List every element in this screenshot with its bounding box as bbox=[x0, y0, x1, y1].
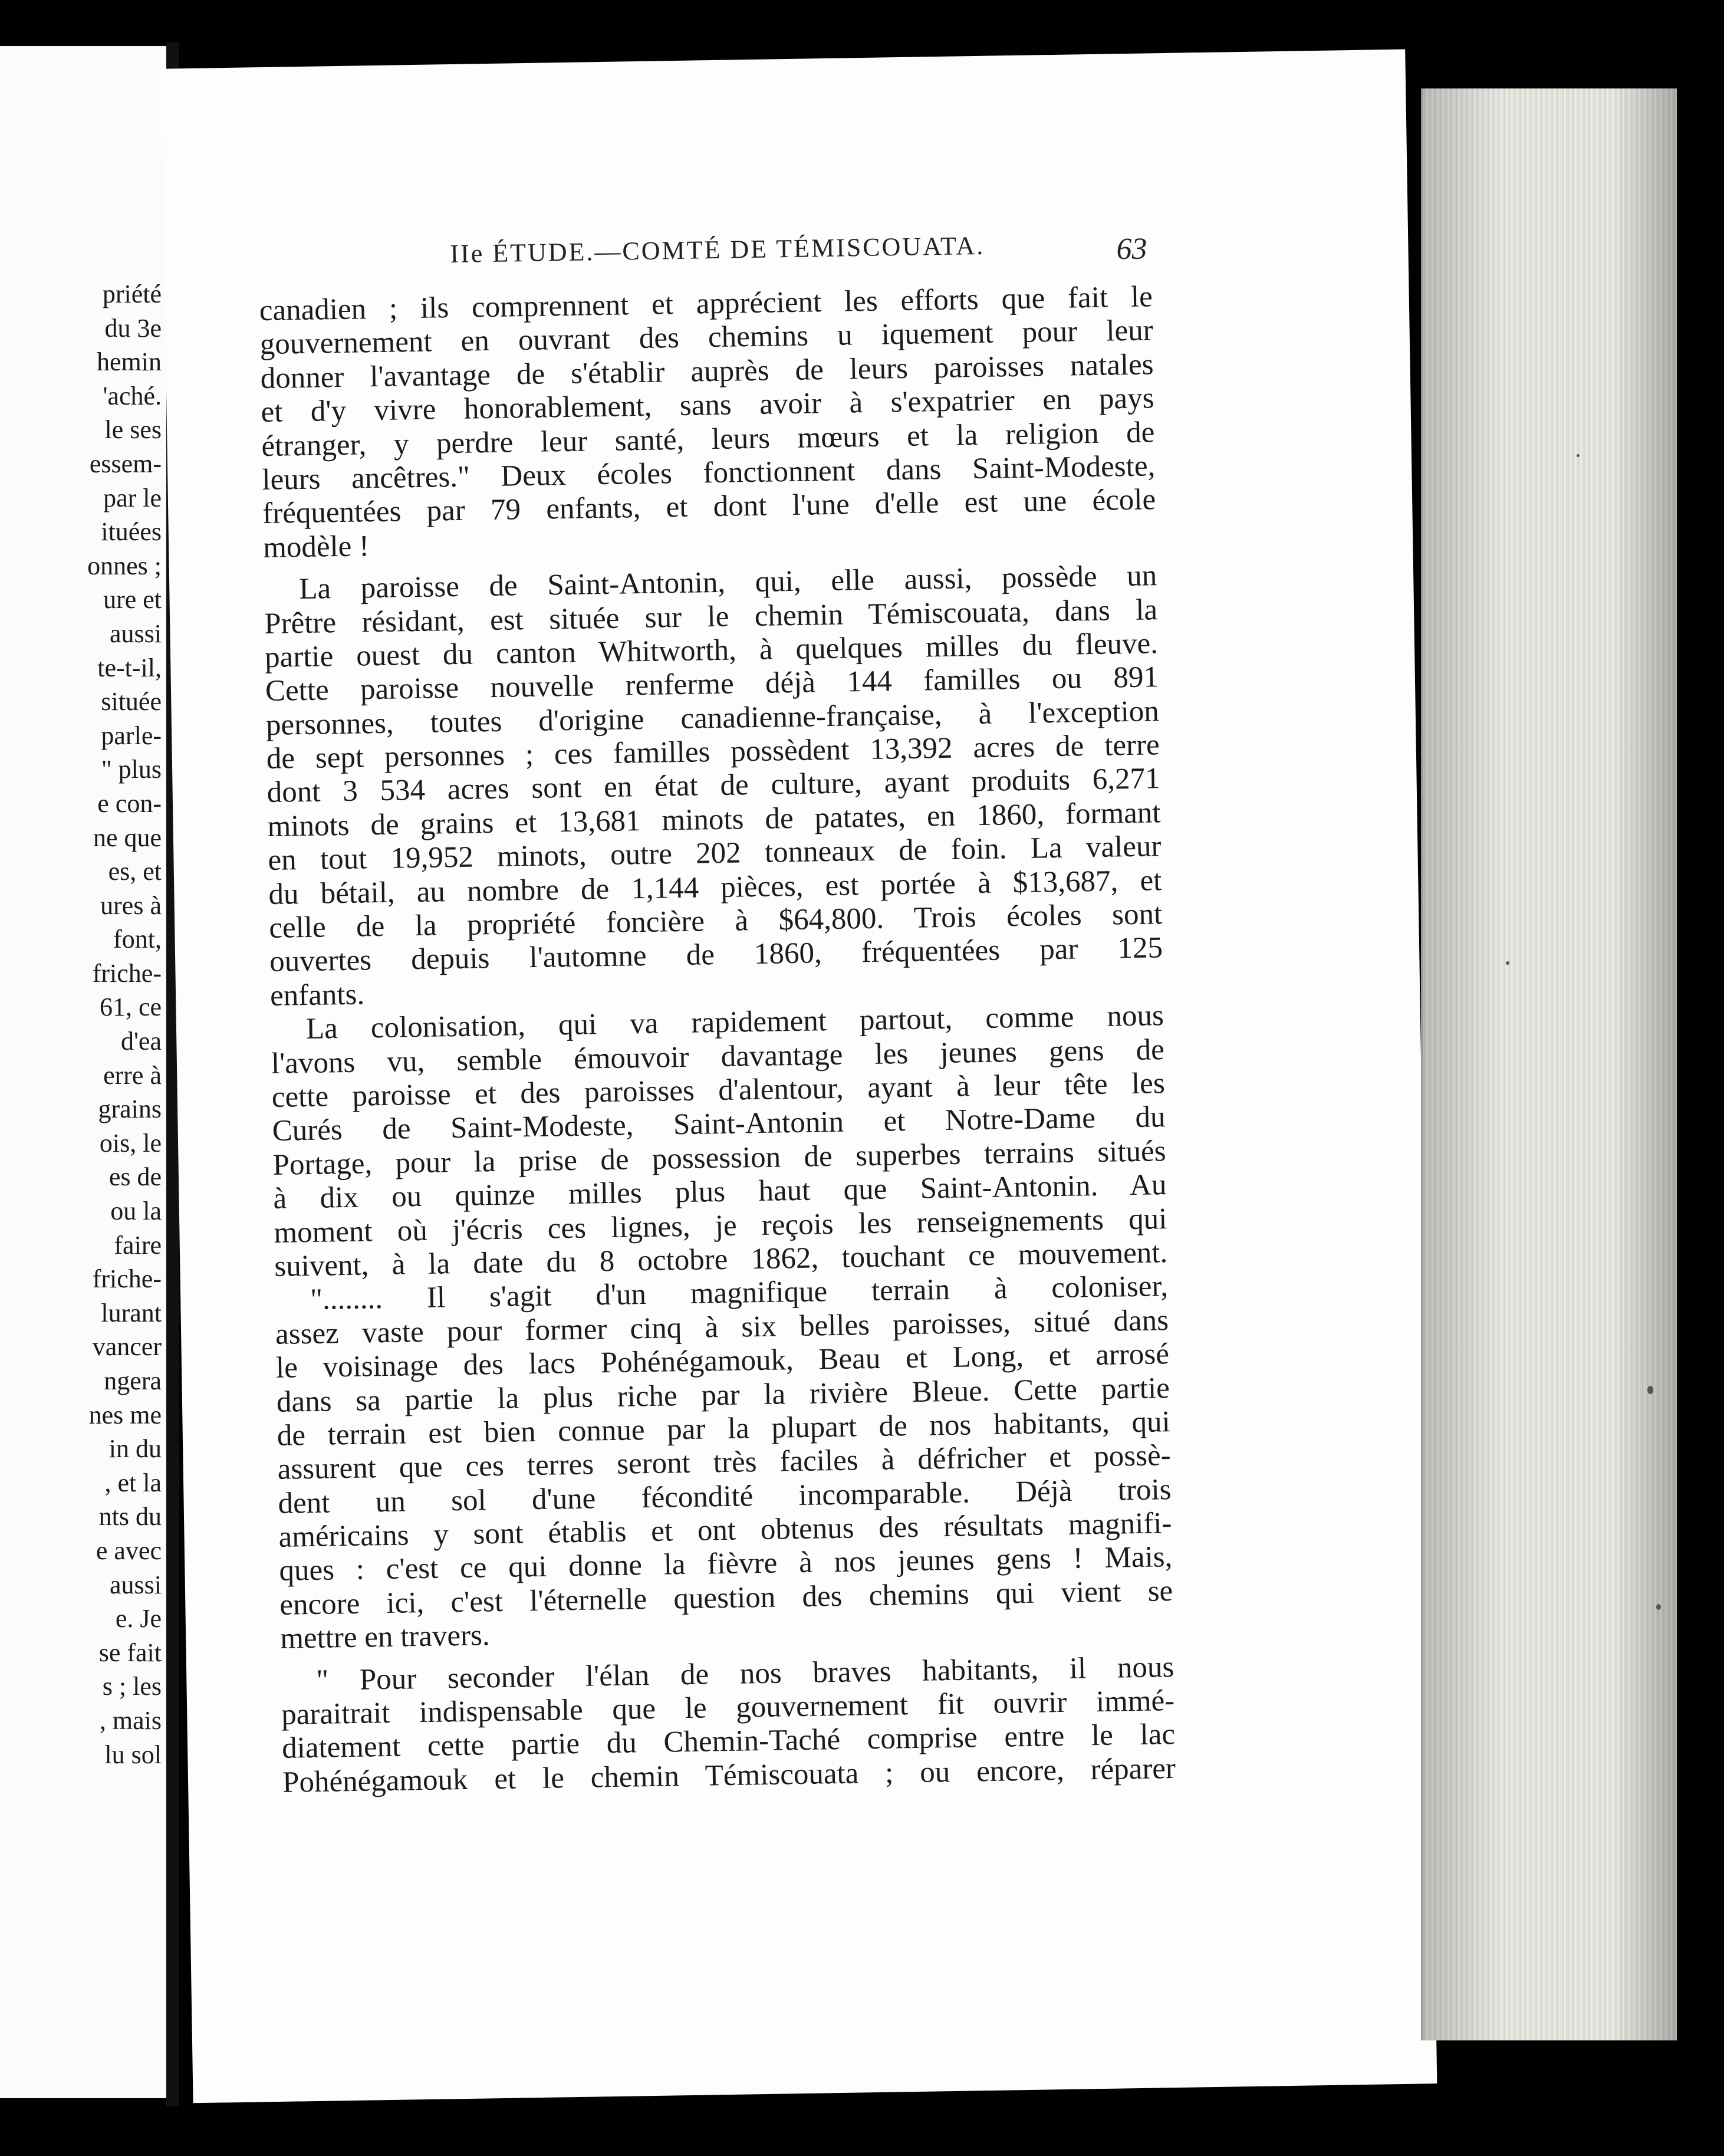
facing-page-line: ituées bbox=[101, 517, 162, 547]
facing-page-line: ois, le bbox=[99, 1128, 162, 1158]
body-text-line: Portage, pour la prise de possession de superbes terrains situés bbox=[272, 1134, 1166, 1182]
facing-page-line: hemin bbox=[97, 347, 162, 377]
facing-page-line: , mais bbox=[99, 1705, 162, 1735]
facing-page-line: le ses bbox=[104, 415, 162, 445]
facing-page-line: font, bbox=[113, 925, 162, 954]
page-edge-speck bbox=[1506, 961, 1509, 965]
facing-page-line: par le bbox=[103, 483, 162, 512]
facing-page-line: du 3e bbox=[104, 313, 162, 343]
body-text-line: en tout 19,952 minots, outre 202 tonneaux de foin. La valeur bbox=[268, 830, 1162, 877]
facing-page-line: ures à bbox=[100, 890, 162, 920]
body-text-line: dans sa partie la plus riche par la rivière Bleue. Cette partie bbox=[276, 1371, 1170, 1419]
body-text-line: moment où j'écris ces lignes, je reçois les renseignements qui bbox=[274, 1202, 1167, 1250]
body-text-line: l'avons vu, semble émouvoir davantage les jeunes gens de bbox=[271, 1033, 1165, 1080]
facing-page-line: te-t-il, bbox=[97, 653, 162, 682]
facing-page-line: ou la bbox=[110, 1197, 162, 1226]
facing-page-line: lu sol bbox=[104, 1740, 162, 1769]
body-text-line: mettre en travers. bbox=[279, 1619, 491, 1656]
body-text-line: La colonisation, qui va rapidement partout, comme nous bbox=[305, 999, 1164, 1046]
body-text-line: dont 3 534 acres sont en état de culture, ayant produits 6,271 bbox=[267, 762, 1160, 810]
facing-page-line: aussi bbox=[110, 1570, 162, 1599]
running-head: IIe ÉTUDE.—COMTÉ DE TÉMISCOUATA. bbox=[450, 231, 985, 269]
body-text-line: personnes, toutes d'origine canadienne-française, à l'exception bbox=[265, 694, 1160, 742]
facing-page-line: priété bbox=[102, 280, 162, 308]
body-text-line: et d'y vivre honorablement, sans avoir à s'expatrier en pays bbox=[261, 382, 1154, 429]
facing-page-line: nes me bbox=[88, 1400, 162, 1429]
body-text-line: dent un sol d'une fécondité incomparable. Déjà trois bbox=[278, 1473, 1172, 1520]
body-text-line: ouvertes depuis l'automne de 1860, fréquentées par 125 bbox=[269, 931, 1163, 979]
facing-page-line: s ; les bbox=[102, 1672, 162, 1701]
facing-page-text-fragments bbox=[2, 277, 162, 1772]
facing-page-line: ne que bbox=[93, 823, 162, 852]
body-text-line: à dix ou quinze milles plus haut que Saint-Antonin. Au bbox=[273, 1168, 1167, 1216]
body-text-line: gouvernement en ouvrant des chemins u iquement pour leur bbox=[259, 314, 1154, 361]
facing-page-line: , et la bbox=[104, 1468, 162, 1497]
page-number: 63 bbox=[1116, 232, 1147, 267]
body-text-line: de terrain est bien connue par la plupart de nos habitants, qui bbox=[277, 1405, 1171, 1452]
body-text-line: " Pour seconder l'élan de nos braves habitants, il nous bbox=[315, 1650, 1174, 1697]
page-edge-shading bbox=[1423, 88, 1677, 2040]
body-text-line: ques : c'est ce qui donne la fièvre à nos jeunes gens ! Mais, bbox=[279, 1540, 1173, 1588]
book-page bbox=[161, 50, 1437, 2104]
facing-page-line: es, et bbox=[108, 857, 162, 886]
facing-page-line: e. Je bbox=[115, 1604, 162, 1634]
facing-page-line: faire bbox=[114, 1230, 162, 1260]
page-edge-speck bbox=[1656, 1604, 1661, 1610]
body-text-line: Curés de Saint-Modeste, Saint-Antonin et Notre-Dame du bbox=[272, 1100, 1166, 1148]
facing-page-line: lurant bbox=[101, 1298, 162, 1327]
facing-page-line: parle- bbox=[101, 721, 162, 750]
body-text-line: étranger, y perdre leur santé, leurs mœurs et la religion de bbox=[261, 415, 1155, 463]
body-text-line: fréquentées par 79 enfants, et dont l'une d'elle est une école bbox=[262, 483, 1156, 531]
body-text-line: assez vaste pour former cinq à six belles paroisses, situé dans bbox=[275, 1303, 1169, 1351]
facing-page-line: e con- bbox=[97, 788, 162, 818]
facing-page-line: es de bbox=[108, 1162, 162, 1192]
facing-page-line: vancer bbox=[92, 1332, 162, 1362]
body-text-line: donner l'avantage de s'établir auprès de leurs paroisses natales bbox=[260, 348, 1154, 395]
body-text-line: le voisinage des lacs Pohénégamouk, Beau et Long, et arrosé bbox=[275, 1337, 1170, 1385]
facing-page-line: grains bbox=[98, 1095, 162, 1124]
body-text-line: paraitrait indispensable que le gouvernement fit ouvrir immé- bbox=[281, 1684, 1175, 1731]
facing-page-line: se fait bbox=[98, 1638, 162, 1667]
body-text-line: enfants. bbox=[269, 978, 365, 1013]
page-edge-speck bbox=[1647, 1386, 1653, 1394]
facing-page-line: ure et bbox=[103, 585, 162, 614]
body-text-line: assurent que ces terres seront très faciles à défricher et possè- bbox=[277, 1439, 1172, 1487]
body-text-line: suivent, à la date du 8 octobre 1862, touchant ce mouvement. bbox=[274, 1236, 1168, 1283]
facing-page-line: friche- bbox=[92, 958, 162, 988]
facing-page-line: erre à bbox=[103, 1060, 162, 1090]
facing-page-line: aussi bbox=[110, 619, 162, 648]
facing-page-line: d'ea bbox=[121, 1027, 162, 1056]
body-text-line: La paroisse de Saint-Antonin, qui, elle aussi, possède un bbox=[298, 559, 1157, 606]
body-text-line: diatement cette partie du Chemin-Taché comprise entre le lac bbox=[281, 1718, 1176, 1766]
facing-page-line: e avec bbox=[96, 1536, 162, 1565]
page-body-text bbox=[259, 280, 1176, 1800]
body-text-line: Prêtre résidant, est située sur le chemin Témiscouata, dans la bbox=[264, 593, 1158, 640]
body-text-line: du bétail, au nombre de 1,144 pièces, est portée à $13,687, et bbox=[268, 863, 1162, 911]
page-edge-speck bbox=[1577, 454, 1580, 457]
facing-page-line: " plus bbox=[101, 755, 162, 784]
facing-page-line: in du bbox=[108, 1434, 162, 1464]
body-text-line: minots de grains et 13,681 minots de patates, en 1860, formant bbox=[267, 796, 1161, 843]
body-text-line: canadien ; ils comprennent et apprécient les efforts que fait le bbox=[259, 280, 1153, 328]
body-text-line: encore ici, c'est l'éternelle question des chemins qui vient se bbox=[279, 1574, 1173, 1622]
body-text-line: "........ Il s'agit d'un magnifique terrain à coloniser, bbox=[310, 1270, 1169, 1317]
facing-page-line: friche- bbox=[92, 1264, 162, 1294]
facing-page-left bbox=[0, 46, 168, 2098]
facing-page-line: située bbox=[101, 687, 162, 717]
facing-page-line: ngera bbox=[104, 1366, 162, 1395]
facing-page-line: nts du bbox=[98, 1502, 162, 1531]
body-text-line: Cette paroisse nouvelle renferme déjà 144 familles ou 891 bbox=[265, 660, 1159, 708]
facing-page-line: onnes ; bbox=[87, 551, 162, 580]
body-text-line: américains y sont établis et ont obtenus des résultats magnifi- bbox=[278, 1507, 1172, 1554]
page-block-edges bbox=[1421, 88, 1677, 2040]
body-text-line: celle de la propriété foncière à $64,800. Trois écoles sont bbox=[268, 898, 1163, 945]
body-text-line: modèle ! bbox=[262, 530, 370, 564]
facing-page-line: 61, ce bbox=[99, 992, 162, 1022]
facing-page-line: essem- bbox=[89, 449, 162, 478]
body-text-line: leurs ancêtres." Deux écoles fonctionnent dans Saint-Modeste, bbox=[261, 449, 1156, 497]
body-text-line: Pohénégamouk et le chemin Témiscouata ; ou encore, réparer bbox=[282, 1751, 1176, 1799]
body-text-line: partie ouest du canton Whitworth, à quelques milles du fleuve. bbox=[264, 627, 1159, 674]
body-text-line: de sept personnes ; ces familles possèdent 13,392 acres de terre bbox=[266, 728, 1160, 776]
body-text-line: cette paroisse et des paroisses d'alentour, ayant à leur tête les bbox=[271, 1067, 1166, 1114]
facing-page-line: 'aché. bbox=[103, 381, 162, 410]
